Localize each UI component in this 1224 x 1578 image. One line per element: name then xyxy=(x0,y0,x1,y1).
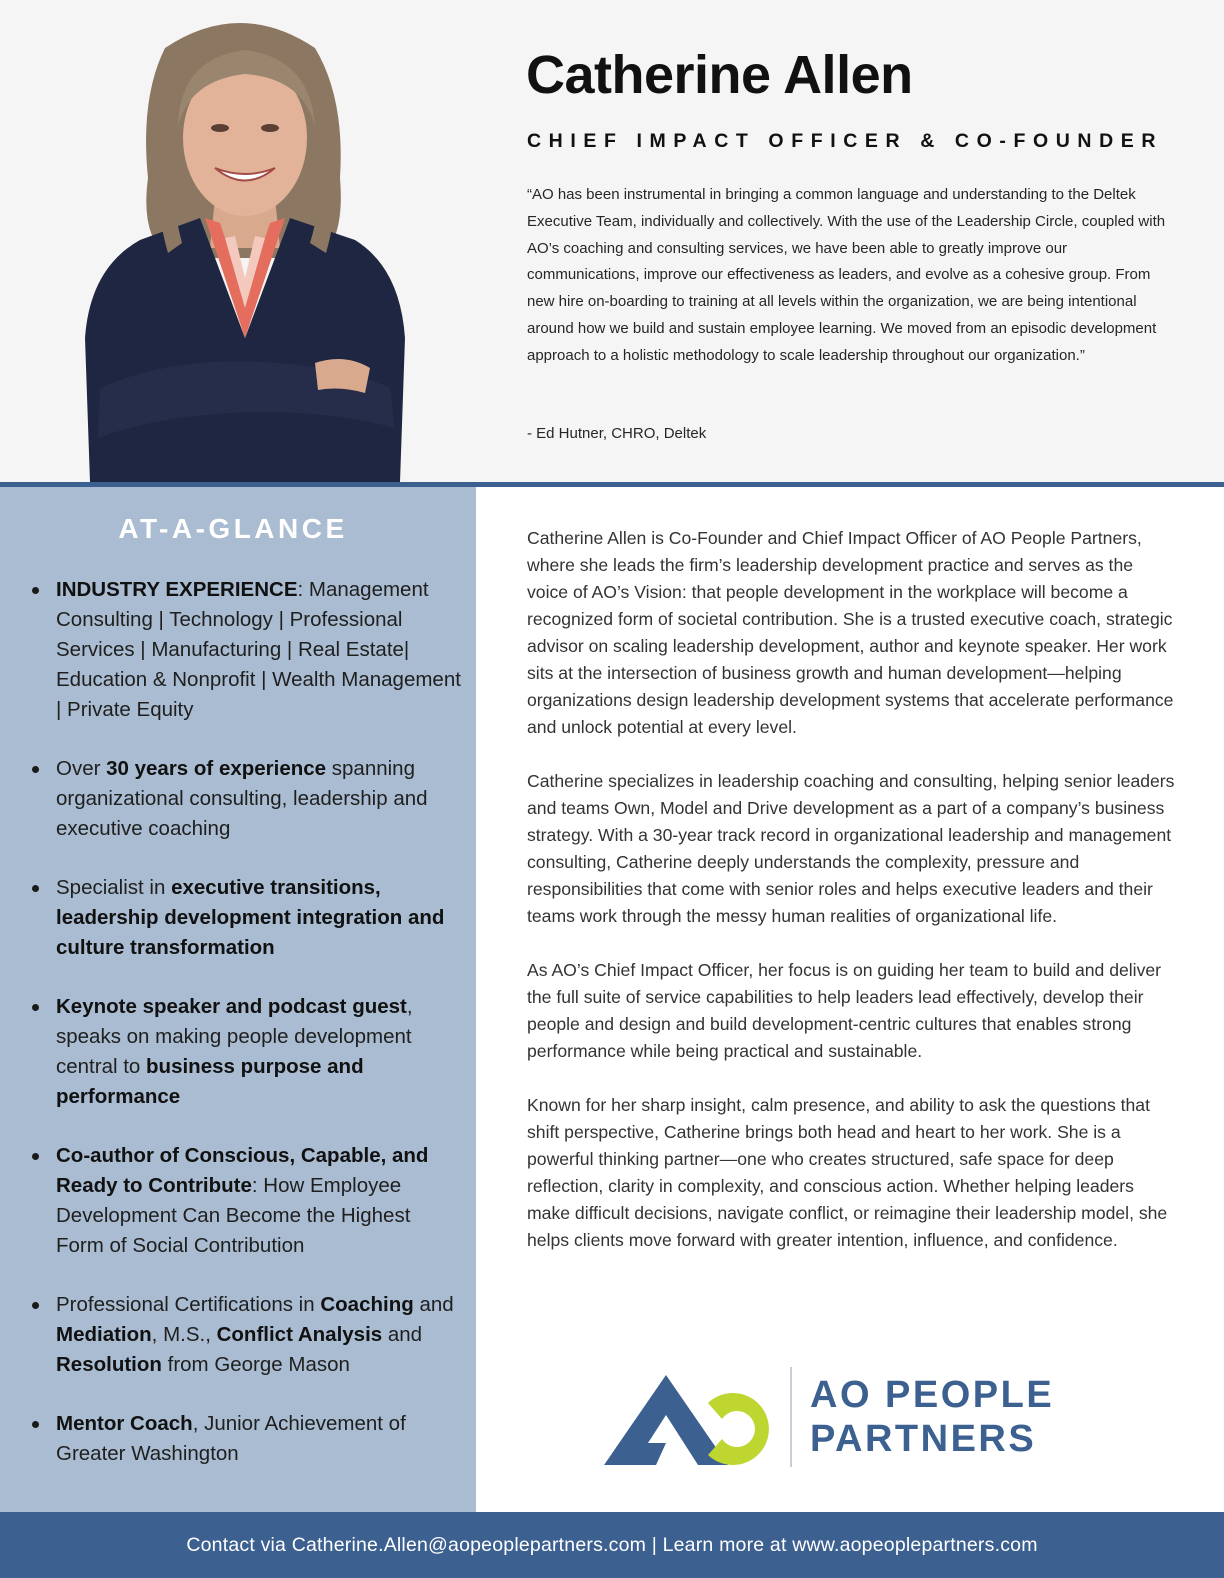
person-title: CHIEF IMPACT OFFICER & CO-FOUNDER xyxy=(527,130,1164,152)
logo-divider xyxy=(790,1367,792,1467)
bio-paragraph: Catherine specializes in leadership coaching and consulting, helping senior leaders and teams Own, Model and Drive development as a part of a company’s business strategy. With a 30-year track record in organizational leadership and management consulting, Catherine deeply understands the complexity, pressure and responsibilities that come with senior roles and helps executive leaders and their teams work through the messy human realities of organizational life. xyxy=(527,771,1175,926)
glance-item-emphasis: business purpose and performance xyxy=(56,1055,364,1108)
glance-item xyxy=(32,873,462,963)
company-logo xyxy=(604,1367,1055,1472)
glance-item-text: Professional Certifications in xyxy=(56,1293,321,1316)
wordmark-line-1: AO PEOPLE xyxy=(810,1374,1055,1416)
glance-item-text: , speaks on making people development central to xyxy=(56,995,413,1078)
testimonial-quote: “AO has been instrumental in bringing a common language and understanding to the Deltek Executive Team, individually and collectively. With the use of the Leadership Circle, coupled with AO’s coaching and consulting services, we have been able to greatly improve our communications, improve our effectiveness as leaders, and evolve as a cohesive group. From new hire on-boarding to training at all levels within the organization, we are being intentional around how we build and sustain employee learning. We moved from an episodic development approach to a holistic methodology to scale leadership throughout our organization.” xyxy=(527,186,1166,364)
company-wordmark xyxy=(810,1373,1054,1461)
glance-item-text: : How Employee Development Can Become the Highest Form of Social Contribution xyxy=(56,1174,411,1257)
at-a-glance-list xyxy=(32,575,462,1498)
glance-item-text: spanning organizational consulting, leadership and executive coaching xyxy=(56,757,428,840)
glance-item xyxy=(32,1409,462,1469)
glance-item-text: , Junior Achievement of Greater Washington xyxy=(56,1412,406,1465)
glance-item xyxy=(32,575,462,725)
glance-item-text: , M.S., xyxy=(151,1323,217,1346)
glance-item-emphasis: Mediation xyxy=(56,1323,152,1346)
person-name: Catherine Allen xyxy=(526,45,913,105)
glance-item xyxy=(32,992,462,1112)
ao-logo-mark-icon xyxy=(604,1367,780,1467)
biography xyxy=(527,525,1177,1281)
glance-item-text: and xyxy=(382,1323,423,1346)
glance-item-text: : Management Consulting | Technology | Professional Services | Manufacturing | Real Estate| Education & Nonprofit | Wealth Management | Private Equity xyxy=(56,578,461,721)
glance-item xyxy=(32,1290,462,1380)
glance-item-emphasis: 30 years of experience xyxy=(106,757,327,780)
glance-item xyxy=(32,1141,462,1261)
portrait-photo xyxy=(70,8,415,482)
glance-item-emphasis: Resolution xyxy=(56,1353,162,1376)
wordmark-line-2: PARTNERS xyxy=(810,1418,1037,1460)
glance-item-text: and xyxy=(413,1293,454,1316)
glance-item-emphasis: Conflict Analysis xyxy=(216,1323,383,1346)
glance-item xyxy=(32,754,462,844)
bio-paragraph: Known for her sharp insight, calm presence, and ability to ask the questions that shift perspective, Catherine brings both head and heart to her work. She is a powerful thinking partner—one who creates structured, safe space for deep reflection, clarity in complexity, and conscious action. Whether helping leaders make difficult decisions, navigate conflict, or reimagine their leadership model, she helps clients move forward with greater intention, influence, and confidence. xyxy=(527,1095,1168,1250)
bio-paragraph: Catherine Allen is Co-Founder and Chief Impact Officer of AO People Partners, where she leads the firm’s leadership development practice and serves as the voice of AO’s Vision: that people development in the workplace will become a recognized form of societal contribution. She is a trusted executive coach, strategic advisor on scaling leadership development, author and keynote speaker. Her work sits at the intersection of business growth and human development—helping organizations design leadership development systems that accelerate performance and unlock potential at every level. xyxy=(527,528,1174,737)
at-a-glance-heading: AT-A-GLANCE xyxy=(118,513,348,544)
bio-paragraph: As AO’s Chief Impact Officer, her focus is on guiding her team to build and deliver the full suite of service capabilities to help leaders lead effectively, develop their people and design and build development-centric cultures that enables strong performance while being practical and sustainable. xyxy=(527,960,1162,1061)
glance-item-emphasis: Co-author of Conscious, Capable, and Ready to Contribute xyxy=(56,1144,429,1197)
at-a-glance-sidebar xyxy=(0,487,476,1512)
glance-item-text: Specialist in xyxy=(56,876,172,899)
glance-item-emphasis: INDUSTRY EXPERIENCE xyxy=(56,578,298,601)
glance-item-emphasis: executive transitions, leadership development integration and culture transformation xyxy=(56,876,445,959)
glance-item-text: from George Mason xyxy=(161,1353,350,1376)
contact-footer: Contact via Catherine.Allen@aopeoplepartners.com | Learn more at www.aopeoplepartners.com xyxy=(0,1512,1224,1578)
glance-item-emphasis: Coaching xyxy=(320,1293,414,1316)
glance-item-text: Over xyxy=(56,757,107,780)
glance-item-emphasis: Mentor Coach xyxy=(56,1412,193,1435)
glance-item-emphasis: Keynote speaker and podcast guest xyxy=(56,995,407,1018)
testimonial-attribution: - Ed Hutner, CHRO, Deltek xyxy=(527,425,707,442)
